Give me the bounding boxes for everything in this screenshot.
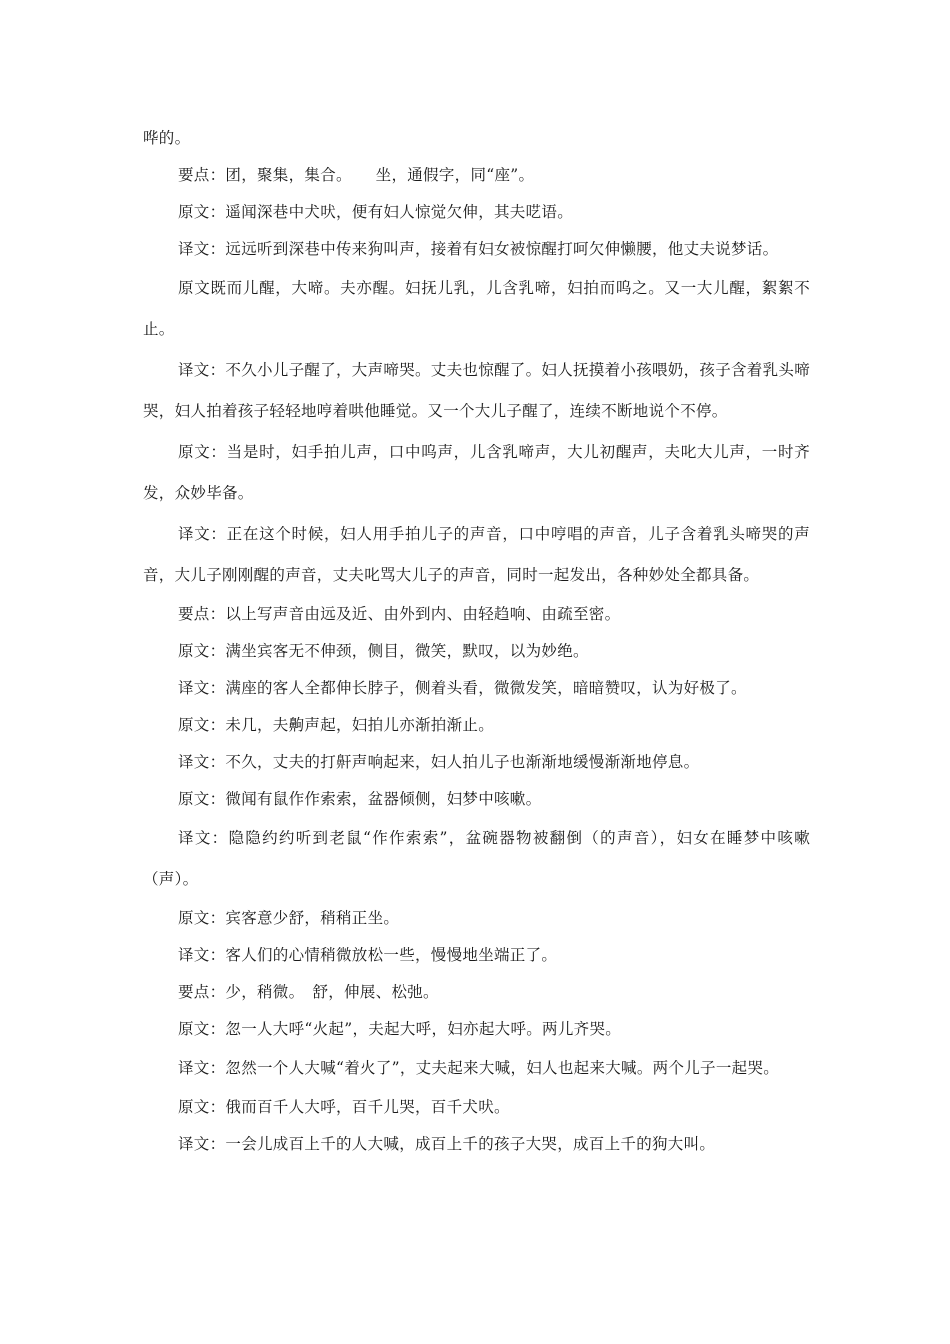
paragraph: 译文：忽然一个人大喊“着火了”，丈夫起来大喊，妇人也起来大喊。两个儿子一起哭。 [178,1059,780,1077]
paragraph: 原文：俄而百千人大呼，百千儿哭，百千犬吠。 [178,1098,510,1116]
paragraph: 原文：未几，夫齁声起，妇拍儿亦渐拍渐止。 [178,716,495,734]
paragraph: 原文既而儿醒，大啼。夫亦醒。妇抚儿乳，儿含乳啼，妇拍而呜之。又一大儿醒，絮絮不止。 [143,279,810,338]
paragraph: 原文：忽一人大呼“火起”，夫起大呼，妇亦起大呼。两儿齐哭。 [178,1020,622,1038]
paragraph: 原文：宾客意少舒，稍稍正坐。 [178,909,400,927]
paragraph: 要点：以上写声音由远及近、由外到内、由轻趋响、由疏至密。 [178,605,621,623]
paragraph: 原文：当是时，妇手拍儿声，口中呜声，儿含乳啼声，大儿初醒声，夫叱大儿声，一时齐发，众妙毕备。 [143,443,810,502]
paragraph: 原文：遥闻深巷中犬吠，便有妇人惊觉欠伸，其夫呓语。 [178,203,574,221]
paragraph: 译文：不久小儿子醒了，大声啼哭。丈夫也惊醒了。妇人抚摸着小孩喂奶，孩子含着乳头啼哭，妇人拍着孩子轻轻地哼着哄他睡觉。又一个大儿子醒了，连续不断地说个不停。 [143,361,811,420]
paragraph: 译文：远远听到深巷中传来狗叫声，接着有妇女被惊醒打呵欠伸懒腰，他丈夫说梦话。 [178,240,779,258]
paragraph: 译文：一会儿成百上千的人大喊，成百上千的孩子大哭，成百上千的狗大叫。 [178,1135,716,1153]
paragraph: 译文：客人们的心情稍微放松一些，慢慢地坐端正了。 [178,946,558,964]
paragraph: 要点：少，稍微。 舒，伸展、松弛。 [178,983,439,1001]
document-body [143,120,810,1163]
paragraph: 要点：团，聚集，集合。 坐，通假字，同“座”。 [178,166,535,184]
paragraph: 译文：不久，丈夫的打鼾声响起来，妇人拍儿子也渐渐地缓慢渐渐地停息。 [178,753,700,771]
paragraph: 原文：微闻有鼠作作索索，盆器倾侧，妇梦中咳嗽。 [178,790,542,808]
paragraph: 译文：正在这个时候，妇人用手拍儿子的声音，口中哼唱的声音，儿子含着乳头啼哭的声音，大儿子刚刚醒的声音，丈夫叱骂大儿子的声音，同时一起发出，各种妙处全都具备。 [143,525,810,584]
paragraph: 哗的。 [143,129,191,147]
paragraph: 译文：满座的客人全都伸长脖子，侧着头看，微微发笑，暗暗赞叹，认为好极了。 [178,679,747,697]
paragraph: 译文：隐隐约约听到老鼠“作作索索”，盆碗器物被翻倒（的声音），妇女在睡梦中咳嗽（声）。 [143,829,810,888]
paragraph: 原文：满坐宾客无不伸颈，侧目，微笑，默叹，以为妙绝。 [178,642,589,660]
